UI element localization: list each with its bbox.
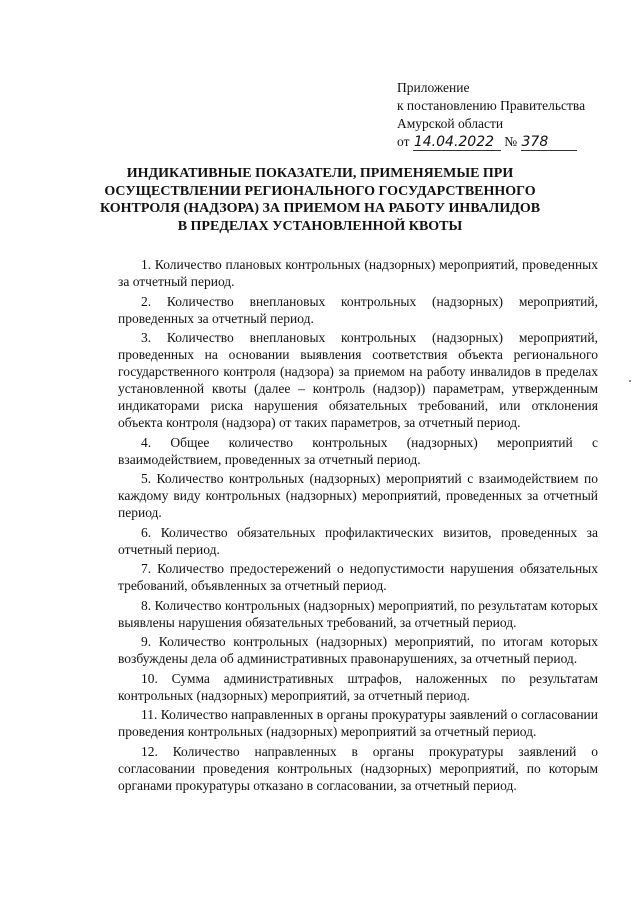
list-item: 9. Количество контрольных (надзорных) мероприятий, по итогам которых возбуждены дела об административных правонарушениях, за отчетный период. — [118, 634, 598, 666]
appendix-block — [397, 79, 627, 151]
list-item: 8. Количество контрольных (надзорных) мероприятий, по результатам которых выявлены нарушения обязательных требований, за отчетный период. — [118, 597, 598, 630]
handwritten-date: 14.04.2022 — [413, 135, 501, 151]
scan-dot — [629, 380, 631, 382]
list-item: 4. Общее количество контрольных (надзорных) мероприятий с взаимодействием, проведенных за отчетный период. — [118, 434, 598, 467]
appendix-date-row — [397, 133, 627, 151]
list-item: 6. Количество обязательных профилактических визитов, проведенных за отчетный период. — [118, 524, 598, 557]
appendix-line-3: Амурской области — [397, 116, 504, 131]
indicator-list — [118, 256, 598, 796]
number-prefix: № — [504, 134, 518, 149]
appendix-line-1: Приложение — [397, 80, 470, 95]
document-title: ИНДИКАТИВНЫЕ ПОКАЗАТЕЛИ, ПРИМЕНЯЕМЫЕ ПРИ ОСУЩЕСТВЛЕНИИ РЕГИОНАЛЬНОГО ГОСУДАРСТВЕННОГО КОНТРОЛЯ (НАДЗОРА) ЗА ПРИЕМОМ НА РАБОТУ ИНВАЛИДОВ В ПРЕДЕЛАХ УСТАНОВЛЕННОЙ КВОТЫ — [99, 166, 541, 234]
list-item: 12. Количество направленных в органы прокуратуры заявлений о согласовании проведения контрольных (надзорных) мероприятий, по которым органами прокуратуры отказано в согласовании, за отчетный период. — [118, 743, 598, 793]
list-item: 7. Количество предостережений о недопустимости нарушения обязательных требований, объявленных за отчетный период. — [118, 561, 598, 593]
list-item: 1. Количество плановых контрольных (надзорных) мероприятий, проведенных за отчетный период. — [118, 257, 598, 289]
handwritten-number: 378 — [521, 135, 577, 151]
list-item: 11. Количество направленных в органы прокуратуры заявлений о согласовании проведения контрольных (надзорных) мероприятий за отчетный период. — [118, 707, 598, 739]
list-item: 2. Количество внеплановых контрольных (надзорных) мероприятий, проведенных за отчетный период. — [118, 293, 598, 326]
list-item: 5. Количество контрольных (надзорных) мероприятий с взаимодействием по каждому виду контрольных (надзорных) мероприятий, проведенных за отчетный период. — [118, 471, 598, 520]
date-prefix: от — [397, 134, 410, 149]
list-item: 3. Количество внеплановых контрольных (надзорных) мероприятий, проведенных на основании выявления соответствия объекта регионального государственного контроля (надзора) за приемом на работу инвалидов в пределах установленной квоты (далее – контроль (надзор)) параметрам, утвержденным индикаторами риска нарушения обязательных требований, или отклонения объекта контроля (надзора) от таких параметров, за отчетный период. — [118, 330, 598, 430]
list-item: 10. Сумма административных штрафов, наложенных по результатам контрольных (надзорных) мероприятий, за отчетный период. — [118, 670, 598, 703]
appendix-line-2: к постановлению Правительства — [397, 98, 586, 113]
